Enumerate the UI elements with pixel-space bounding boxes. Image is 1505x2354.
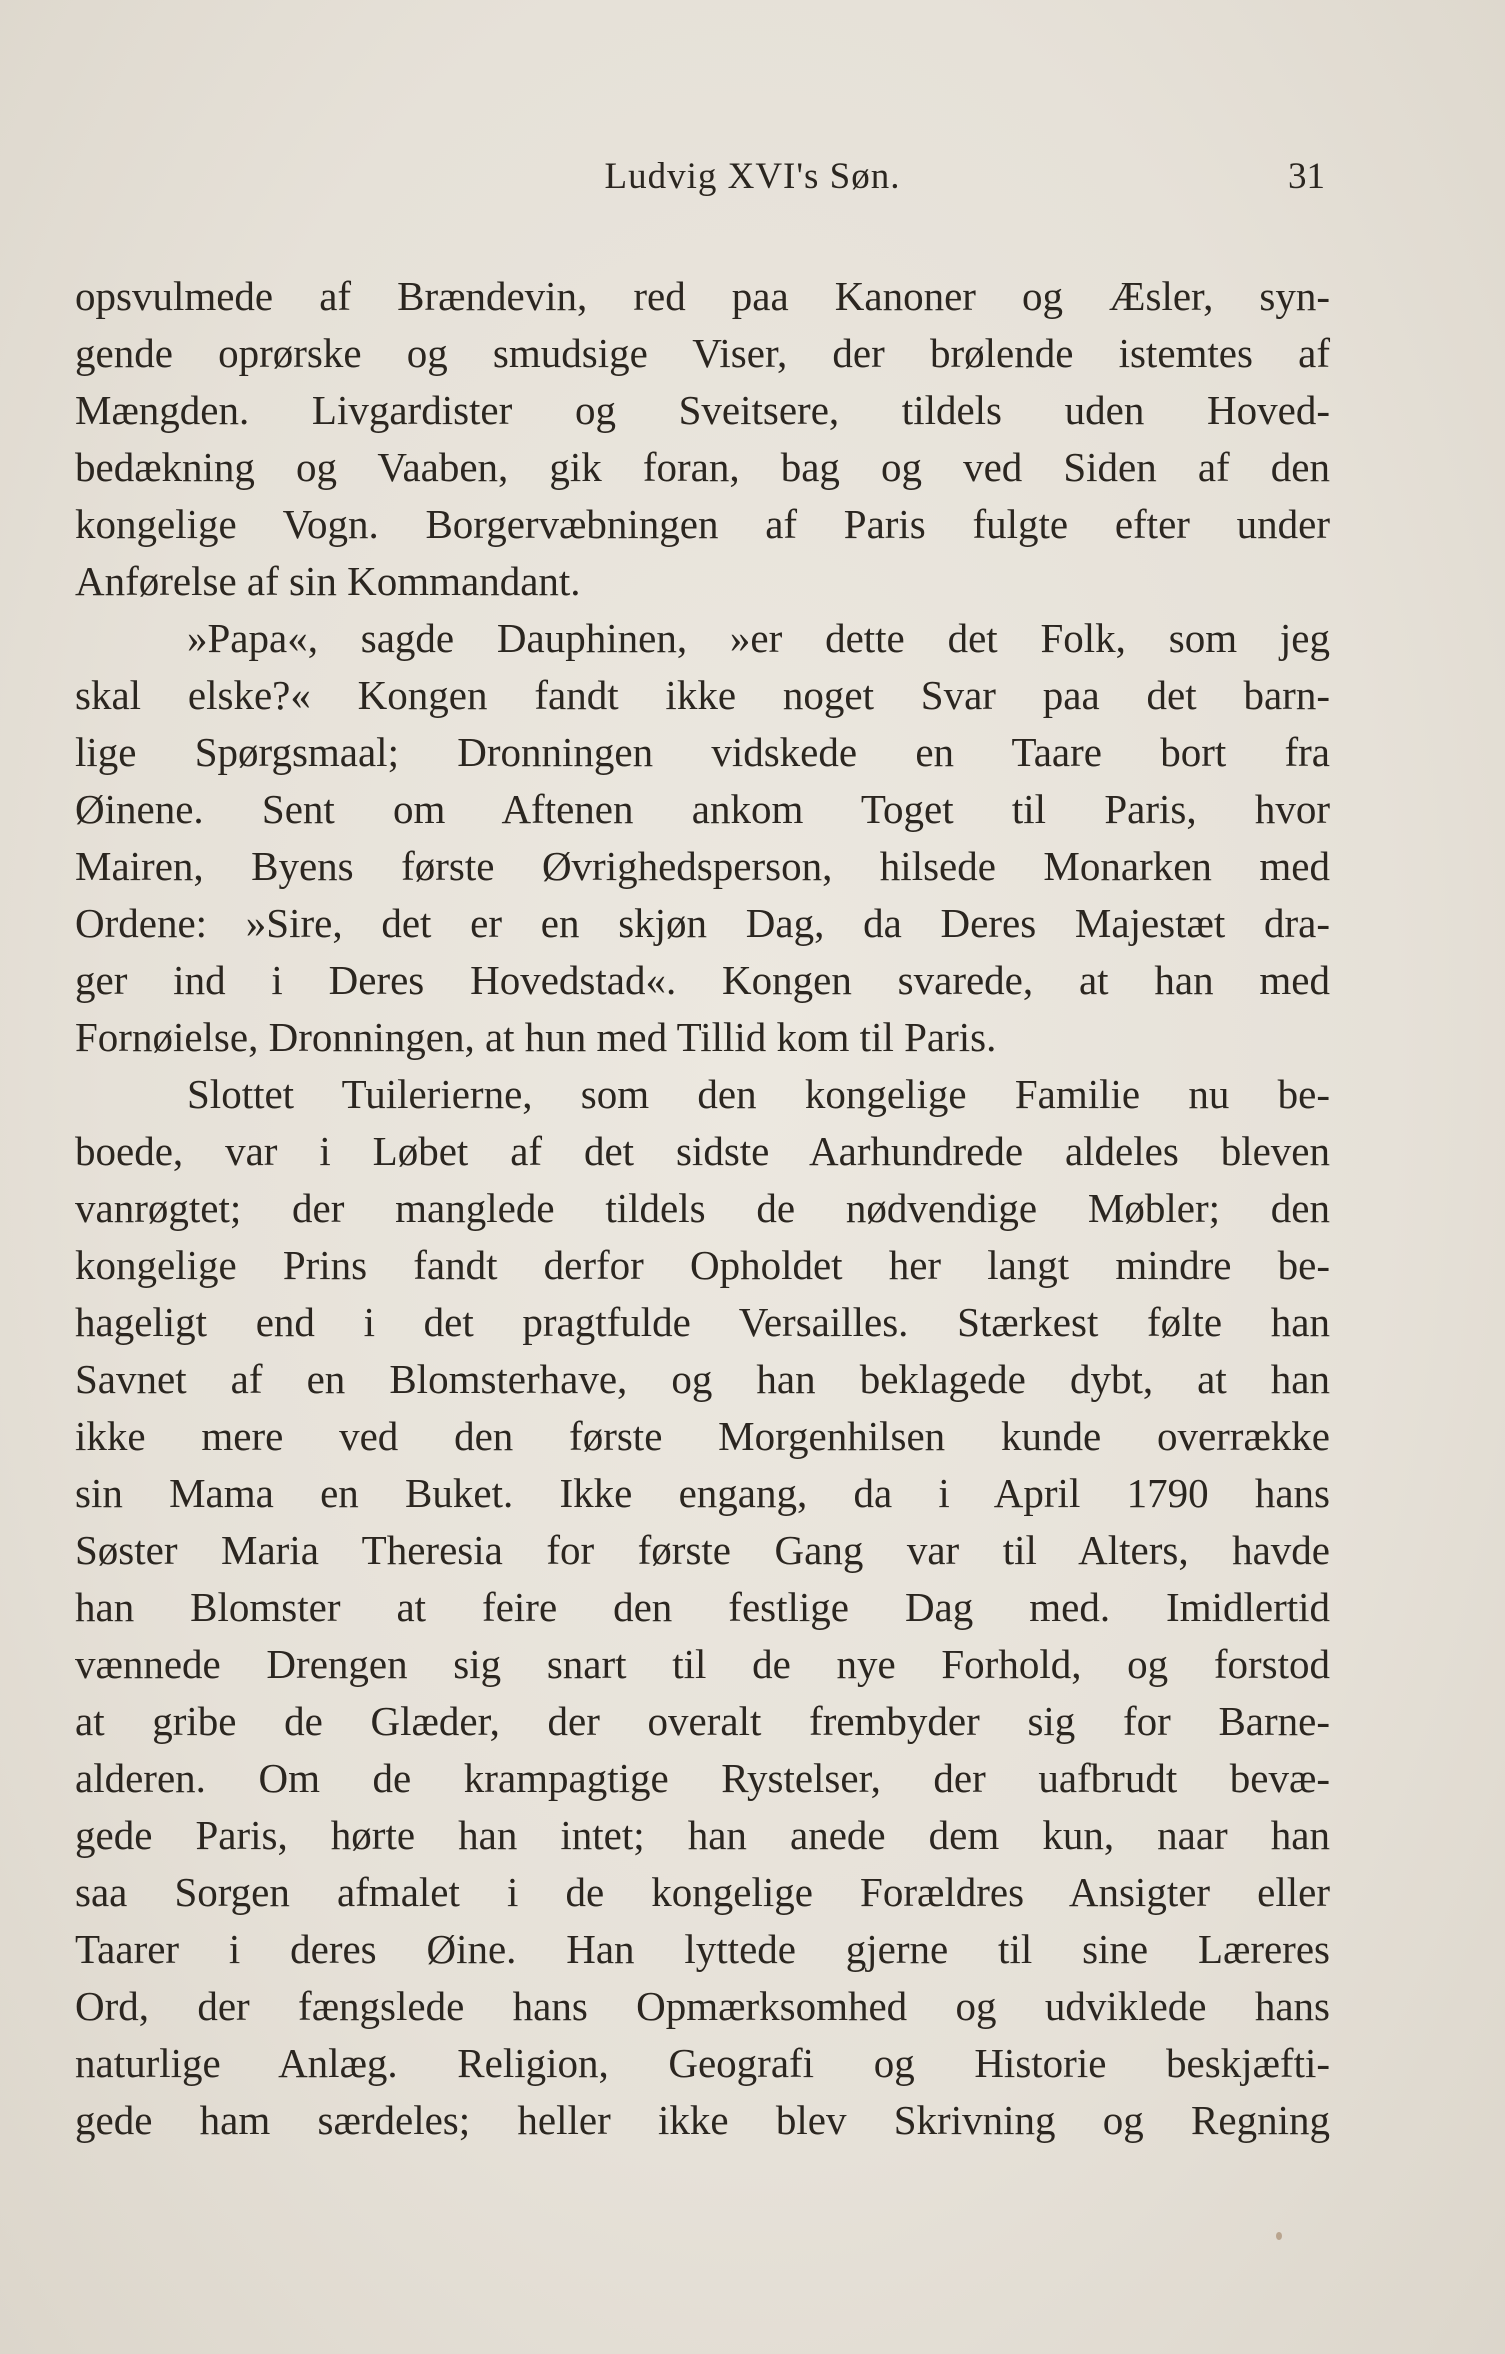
text-line: bedækning og Vaaben, gik foran, bag og ved Siden af den <box>75 444 1330 490</box>
text-line: kongelige Vogn. Borgervæbningen af Paris fulgte efter under <box>75 501 1330 547</box>
text-line: gede ham særdeles; heller ikke blev Skrivning og Regning <box>75 2097 1330 2143</box>
text-line: Ordene: »Sire, det er en skjøn Dag, da Deres Majestæt dra- <box>75 900 1330 946</box>
text-line: vænnede Drengen sig snart til de nye Forhold, og forstod <box>75 1641 1330 1687</box>
text-line: lige Spørgsmaal; Dronningen vidskede en Taare bort fra <box>75 729 1330 775</box>
text-line: Fornøielse, Dronningen, at hun med Tillid kom til Paris. <box>75 1014 997 1060</box>
text-line: kongelige Prins fandt derfor Opholdet her langt mindre be- <box>75 1242 1330 1288</box>
text-line: Savnet af en Blomsterhave, og han beklagede dybt, at han <box>75 1356 1330 1402</box>
text-line: sin Mama en Buket. Ikke engang, da i April 1790 hans <box>75 1470 1330 1516</box>
text-line: Slottet Tuilerierne, som den kongelige Familie nu be- <box>187 1071 1330 1117</box>
text-line: Øinene. Sent om Aftenen ankom Toget til Paris, hvor <box>75 786 1330 832</box>
running-head <box>0 152 1505 202</box>
text-line: boede, var i Løbet af det sidste Aarhundrede aldeles bleven <box>75 1128 1330 1174</box>
text-line: »Papa«, sagde Dauphinen, »er dette det Folk, som jeg <box>187 615 1330 661</box>
text-line: han Blomster at feire den festlige Dag med. Imidlertid <box>75 1584 1330 1630</box>
text-line: vanrøgtet; der manglede tildels de nødvendige Møbler; den <box>75 1185 1330 1231</box>
text-line: ikke mere ved den første Morgenhilsen kunde overrække <box>75 1413 1330 1459</box>
text-line: hageligt end i det pragtfulde Versailles. Stærkest følte han <box>75 1299 1330 1345</box>
text-line: alderen. Om de krampagtige Rystelser, der uafbrudt bevæ- <box>75 1755 1330 1801</box>
text-line: skal elske?« Kongen fandt ikke noget Svar paa det barn- <box>75 672 1330 718</box>
text-line: Søster Maria Theresia for første Gang var til Alters, havde <box>75 1527 1330 1573</box>
text-line: Anførelse af sin Kommandant. <box>75 558 581 604</box>
text-line: naturlige Anlæg. Religion, Geografi og Historie beskjæfti- <box>75 2040 1330 2086</box>
text-line: at gribe de Glæder, der overalt frembyder sig for Barne- <box>75 1698 1330 1744</box>
page-number: 31 <box>1288 156 1325 197</box>
text-line: Mængden. Livgardister og Sveitsere, tildels uden Hoved- <box>75 387 1330 433</box>
text-line: Ord, der fængslede hans Opmærksomhed og udviklede hans <box>75 1983 1330 2029</box>
running-title: Ludvig XVI's Søn. <box>604 156 901 197</box>
text-line: ger ind i Deres Hovedstad«. Kongen svarede, at han med <box>75 957 1330 1003</box>
text-line: opsvulmede af Brændevin, red paa Kanoner og Æsler, syn- <box>75 273 1330 319</box>
body-text <box>75 268 1330 2149</box>
text-line: Mairen, Byens første Øvrighedsperson, hilsede Monarken med <box>75 843 1330 889</box>
text-line: Taarer i deres Øine. Han lyttede gjerne til sine Læreres <box>75 1926 1330 1972</box>
text-line: gede Paris, hørte han intet; han anede dem kun, naar han <box>75 1812 1330 1858</box>
paper-speck <box>1276 2232 1282 2240</box>
text-line: gende oprørske og smudsige Viser, der brølende istemtes af <box>75 330 1330 376</box>
text-line: saa Sorgen afmalet i de kongelige Forældres Ansigter eller <box>75 1869 1330 1915</box>
